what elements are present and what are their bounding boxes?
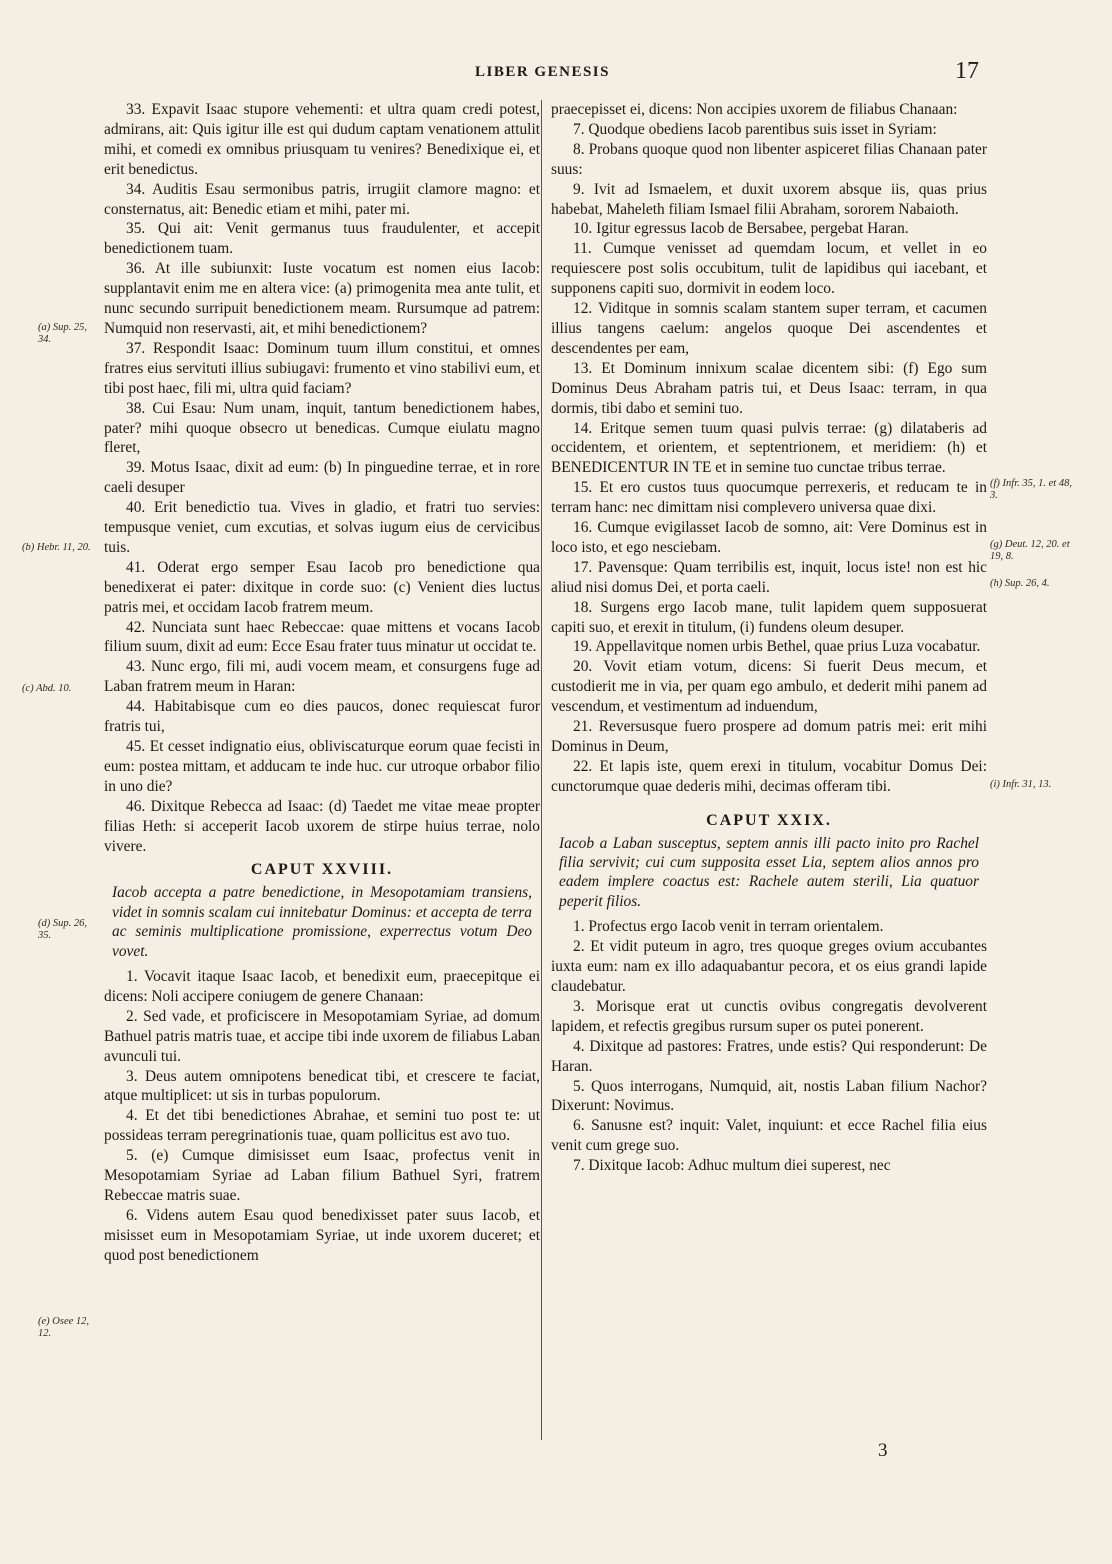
verse: 15. Et ero custos tuus quocumque perrexeris, et reducam te in terram hanc: nec dimittam nisi complevero universa quae dixi.: [551, 479, 987, 517]
chapter-summary: Iacob accepta a patre benedictione, in Mesopotamiam transiens, videt in somnis scalam cui innitebatur Dominus: et accepta de terra ac seminis multiplicatione promissione, experrectus votum Deo vovet.: [112, 884, 532, 960]
verse: 3. Morisque erat ut cunctis ovibus congregatis devolverent lapidem, et refectis gregibus rursum super os putei ponerent.: [551, 997, 987, 1035]
verse: 37. Respondit Isaac: Dominum tuum illum constitui, et omnes fratres eius servituti illius subiugavi: frumento et vino stabilivi eum, et tibi post haec, fili mi, ultra quid faciam?: [104, 339, 540, 397]
verse: 4. Dixitque ad pastores: Fratres, unde estis? Qui responderunt: De Haran.: [551, 1037, 987, 1075]
verse: 1. Profectus ergo Iacob venit in terram orientalem.: [573, 918, 884, 936]
verse: 44. Habitabisque cum eo dies paucos, donec requiescat furor fratris tui,: [104, 698, 540, 736]
chapter-heading: CAPUT XXIX.: [706, 811, 832, 829]
verse: 17. Pavensque: Quam terribilis est, inquit, locus iste! non est hic aliud nisi domus Dei, et porta caeli.: [551, 558, 987, 596]
running-title: LIBER GENESIS: [475, 64, 610, 80]
verse: 42. Nunciata sunt haec Rebeccae: quae mittens et vocans Iacob filium suum, dixit ad eum: Ecce Esau frater tuus minatur ut occidat te.: [104, 618, 540, 656]
verse: 16. Cumque evigilasset Iacob de somno, ait: Vere Dominus est in loco isto, et ego nesciebam.: [551, 519, 987, 556]
verse: 13. Et Dominum innixum scalae dicentem sibi: (f) Ego sum Dominus Deus Abraham patris tui, et Deus Isaac: terram, in qua dormis, tibi dabo et semini tuo.: [551, 359, 987, 417]
margin-note: (f) Infr. 35, 1. et 48, 3.: [990, 478, 1072, 501]
verse: 1. Vocavit itaque Isaac Iacob, et benedixit eum, praecepitque ei dicens: Noli accipere coniugem de genere Chanaan:: [104, 967, 540, 1005]
chapter-heading: CAPUT XXVIII.: [250, 861, 394, 879]
verse: 39. Motus Isaac, dixit ad eum: (b) In pinguedine terrae, et in rore caeli desuper: [104, 459, 540, 497]
column-divider: [541, 100, 542, 1440]
page-number: 17: [955, 58, 979, 84]
margin-note: (c) Abd. 10.: [22, 683, 72, 694]
verse: 7. Quodque obediens Iacob parentibus suis isset in Syriam:: [573, 120, 937, 138]
verse: 18. Surgens ergo Iacob mane, tulit lapidem quem supposuerat capiti suo, et erexit in titulum, (i) fundens oleum desuper.: [551, 598, 987, 636]
margin-note: (i) Infr. 31, 13.: [990, 779, 1052, 790]
margin-note: (g) Deut. 12, 20. et 19, 8.: [990, 539, 1070, 562]
verse: 9. Ivit ad Ismaelem, et duxit uxorem absque iis, quas prius habebat, Maheleth filiam Ismael filii Abraham, sororem Nabaioth.: [551, 180, 987, 218]
verse: 35. Qui ait: Venit germanus tuus fraudulenter, et accepit benedictionem tuam.: [104, 220, 540, 258]
margin-note: (e) Osee 12, 12.: [38, 1316, 90, 1339]
verse: 10. Igitur egressus Iacob de Bersabee, pergebat Haran.: [573, 220, 909, 238]
verse: 2. Sed vade, et proficiscere in Mesopotamiam Syriae, ad domum Bathuel patris matris tuae, et accipe tibi inde uxorem de filiabus Laban avunculi tui.: [104, 1007, 540, 1065]
right-column: [551, 100, 987, 1176]
chapter-summary: Iacob a Laban susceptus, septem annis illi pacto inito pro Rachel filia servivit; cui cum supposita esset Lia, septem alios annos pro eadem implere coactus est: Rachele autem sterili, Lia quatuor peperit filios.: [559, 834, 979, 910]
signature-mark: 3: [878, 1440, 888, 1461]
verse: 5. Quos interrogans, Numquid, ait, nostis Laban filium Nachor? Dixerunt: Novimus.: [551, 1077, 987, 1115]
margin-note: (b) Hebr. 11, 20.: [22, 542, 91, 553]
verse: 34. Auditis Esau sermonibus patris, irrugiit clamore magno: et consternatus, ait: Benedic etiam et mihi, pater mi.: [104, 180, 540, 218]
verse: 12. Viditque in somnis scalam stantem super terram, et cacumen illius tangens caelum: angelos quoque Dei ascendentes et descendentes per eam,: [551, 300, 987, 357]
verse: 20. Vovit etiam votum, dicens: Si fuerit Deus mecum, et custodierit me in via, per quam ego ambulo, et dederit mihi panem ad vescendum, et vestimentum ad induendum,: [551, 658, 987, 716]
verse: 33. Expavit Isaac stupore vehementi: et ultra quam credi potest, admirans, ait: Quis igitur ille est qui dudum captam venationem attulit mihi, et comedi ex omnibus priusquam tu venires? Benedixique ei, et erit benedictus.: [104, 101, 540, 178]
margin-note: (a) Sup. 25, 34.: [38, 322, 87, 345]
verse: 6. Sanusne est? inquit: Valet, inquiunt: et ecce Rachel filia eius venit cum grege suo.: [551, 1117, 987, 1155]
verse: 14. Eritque semen tuum quasi pulvis terrae: (g) dilataberis ad occidentem, et orientem, et septentrionem, et meridiem: (h) et BENEDICENTUR IN TE et in semine tuo cunctae tribus terrae.: [551, 419, 987, 477]
verse: 38. Cui Esau: Num unam, inquit, tantum benedictionem habes, pater? mihi quoque obsecro ut benedicas. Cumque eiulatu magno fleret,: [104, 399, 540, 457]
verse: 45. Et cesset indignatio eius, obliviscaturque eorum quae fecisti in eum: postea mittam, et adducam te inde huc. cur utroque orbabor filio in uno die?: [104, 738, 540, 795]
margin-note: (d) Sup. 26, 35.: [38, 918, 87, 941]
verse: 7. Dixitque Iacob: Adhuc multum diei superest, nec: [573, 1157, 891, 1175]
verse: 19. Appellavitque nomen urbis Bethel, quae prius Luza vocabatur.: [573, 638, 981, 656]
verse: 6. Videns autem Esau quod benedixisset pater suus Iacob, et misisset eum in Mesopotamiam Syriae, ut inde uxorem duceret; et quod post benedictionem: [104, 1206, 540, 1264]
verse: 40. Erit benedictio tua. Vives in gladio, et fratri tuo servies: tempusque veniet, cum excutias, et solvas iugum eius de cervicibus tuis.: [104, 499, 540, 556]
verse: 8. Probans quoque quod non libenter aspiceret filias Chanaan pater suus:: [551, 140, 987, 178]
verse: 36. At ille subiunxit: Iuste vocatum est nomen eius Iacob: supplantavit enim me en altera vice: (a) primogenita mea ante tulit, et nunc secundo surripuit benedictionem meam. Rursumque ad patrem: Numquid non reservasti, ait, et mihi benedictionem?: [104, 260, 540, 337]
verse: 22. Et lapis iste, quem erexi in titulum, vocabitur Domus Dei: cunctorumque quae dederis mihi, decimas offeram tibi.: [551, 757, 987, 795]
left-column: [104, 100, 540, 1266]
verse: 46. Dixitque Rebecca ad Isaac: (d) Taedet me vitae meae propter filias Heth: si acceperit Iacob uxorem de stirpe huius terrae, nolo vivere.: [104, 797, 540, 855]
verse: 43. Nunc ergo, fili mi, audi vocem meam, et consurgens fuge ad Laban fratrem meum in Haran:: [104, 658, 540, 696]
verse: 41. Oderat ergo semper Esau Iacob pro benedictione qua benedixerat ei pater: dixitque in corde suo: (c) Venient dies luctus patris mei, et occidam Iacob fratrem meum.: [104, 558, 540, 616]
verse: praecepisset ei, dicens: Non accipies uxorem de filiabus Chanaan:: [551, 101, 958, 118]
verse: 21. Reversusque fuero prospere ad domum patris mei: erit mihi Dominus in Deum,: [551, 718, 987, 755]
verse: 11. Cumque venisset ad quemdam locum, et vellet in eo requiescere post solis occubitum, tulit de lapidibus qui iacebant, et supponens capiti suo, dormivit in eodem loco.: [551, 240, 987, 298]
margin-note: (h) Sup. 26, 4.: [990, 578, 1050, 589]
verse: 2. Et vidit puteum in agro, tres quoque greges ovium accubantes iuxta eum: nam ex illo adaquabantur pecora, et os eius grandi lapide claudebatur.: [551, 938, 987, 995]
verse: 3. Deus autem omnipotens benedicat tibi, et crescere te faciat, atque multiplicet: ut sis in turbas populorum.: [104, 1067, 540, 1105]
verse: 5. (e) Cumque dimisisset eum Isaac, profectus venit in Mesopotamiam Syriae ad Laban filium Bathuel Syri, fratrem Rebeccae matris suae.: [104, 1147, 540, 1204]
verse: 4. Et det tibi benedictiones Abrahae, et semini tuo post te: ut possideas terram peregrinationis tuae, quam pollicitus est avo tuo.: [104, 1107, 540, 1145]
